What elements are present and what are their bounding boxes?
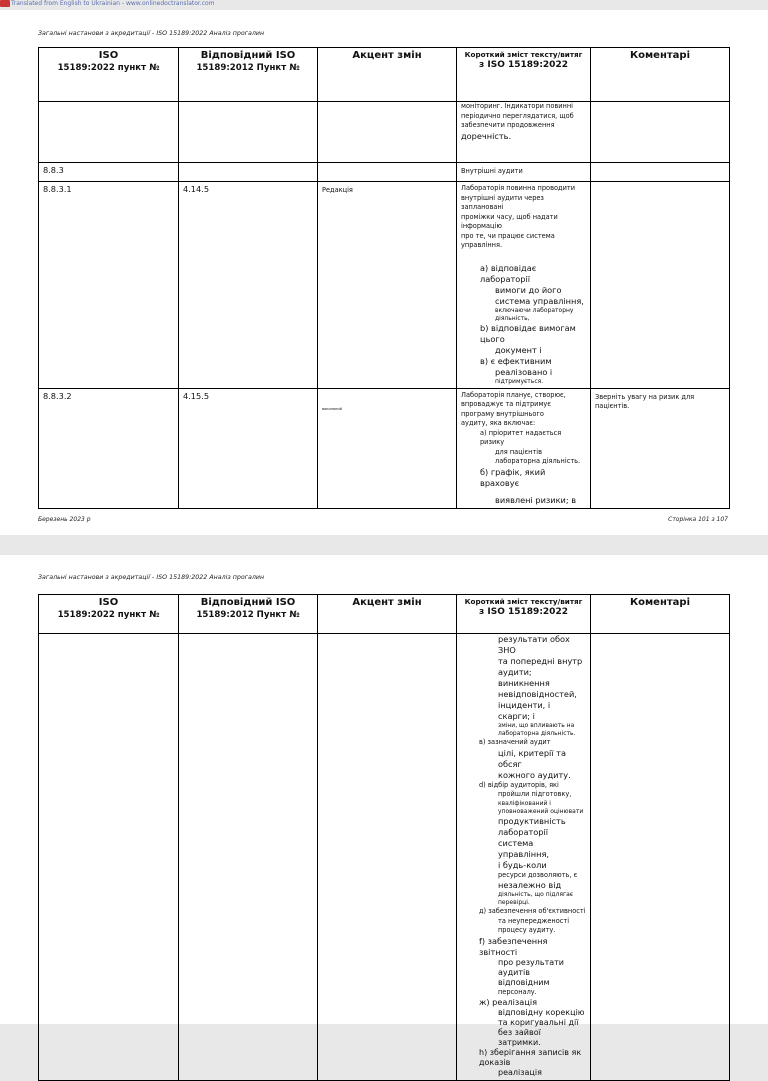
text-line: для пацієнтів: [495, 447, 542, 456]
col-comments: Коментарі: [591, 595, 730, 634]
text-line: аудити; виникнення: [498, 667, 550, 688]
table-row: [39, 388, 730, 508]
text-line: моніторинг. Індикатори повинні: [461, 102, 574, 110]
list-item: а) відповідає: [480, 262, 537, 273]
text-line: ЗНО: [498, 645, 516, 655]
old-clause-number: 4.15.5: [179, 388, 318, 508]
text-line: відповідну корекцію: [498, 1008, 585, 1017]
col-summary: [457, 48, 591, 102]
text-line: система управління,: [495, 295, 584, 306]
text-line: персоналу.: [498, 987, 537, 996]
text-line: документ і: [495, 344, 542, 355]
text-line: аудиту, яка включає:: [461, 419, 536, 427]
translator-logo-icon: [0, 0, 10, 7]
text-line: діяльність,: [495, 314, 530, 322]
old-clause-number: 4.14.5: [179, 182, 318, 389]
text-line: вимоги до його: [495, 284, 562, 295]
text-line: продуктивність: [498, 815, 566, 826]
accent-cell: Редакція: [318, 182, 457, 389]
text-line: ж) реалізація: [479, 997, 538, 1007]
col-summary-line2: з ISO 15189:2022: [479, 60, 568, 70]
text-line: про те, чи працює система управління.: [461, 231, 555, 249]
table-row: [39, 634, 730, 1081]
col-iso2022: [39, 48, 179, 102]
text-line: невідповідностей,: [498, 689, 577, 699]
text-line: включаючи лабораторну: [495, 306, 574, 314]
list-item: б) графік, який враховує: [480, 466, 546, 488]
text-line: періодично переглядатися, щоб: [461, 111, 574, 120]
col-summary-line2: з ISO 15189:2022: [479, 607, 568, 617]
text-line: проміжки часу, щоб надати інформацію: [461, 212, 558, 230]
col-iso2012-line1: Відповідний ISO: [200, 597, 296, 608]
text-line: Лабораторія повинна проводити: [461, 184, 575, 192]
footer-page-number: Сторінка 101 з 107: [668, 516, 728, 523]
text-line: ресурси дозволяють, є: [498, 870, 578, 879]
translation-banner[interactable]: [0, 0, 215, 8]
text-line: програму внутрішнього: [461, 409, 544, 418]
text-line: впроваджує та підтримує: [461, 400, 551, 408]
text-line: реалізація: [498, 1068, 542, 1077]
banner-text: Translated from English to Ukrainian - www.onlinedoctranslator.com: [11, 0, 215, 7]
text-line: д) забезпечення об'єктивності: [479, 907, 586, 915]
text-line: виявлені ризики; в: [495, 494, 577, 505]
col-summary-line1: Короткий зміст тексту/витяг: [464, 597, 583, 606]
text-line: внутрішні аудити через заплановані: [461, 193, 544, 211]
text-line: незалежно від: [498, 880, 562, 890]
col-accent: Акцент змін: [318, 48, 457, 102]
gap-analysis-table: [38, 594, 730, 1081]
col-iso2022: [39, 595, 179, 634]
text-line: Лабораторія планує, створює,: [461, 390, 566, 399]
text-line: доречність.: [461, 130, 512, 141]
col-summary-line1: Короткий зміст тексту/витяг: [464, 50, 583, 59]
text-line: зміни, що впливають на: [498, 722, 575, 729]
summary-cell: [457, 102, 591, 163]
text-line: уповноважений оцінювати: [498, 807, 584, 815]
gap-analysis-table: [38, 47, 730, 509]
clause-number: 8.8.3: [39, 163, 179, 182]
text-line: d) відбір аудиторів, які: [479, 780, 559, 789]
col-iso2022-line1: ISO: [98, 50, 119, 61]
text-line: забезпечити продовження: [461, 121, 555, 129]
text-line: кожного аудиту.: [498, 769, 571, 780]
col-iso2012-line2: 15189:2012 Пункт №: [196, 63, 300, 73]
col-iso2012: [179, 595, 318, 634]
text-line: доказів: [479, 1058, 511, 1067]
text-line: без зайвої затримки.: [498, 1028, 541, 1047]
text-line: скарги; і: [498, 711, 535, 721]
clause-number: 8.8.3.1: [39, 182, 179, 389]
page-header: Загальні настанови з акредитації - ISO 15189:2022 Аналіз прогалин: [38, 574, 265, 581]
text-line: підтримується.: [495, 377, 544, 385]
text-line: про результати аудитів: [498, 957, 564, 977]
list-item: а) пріоритет надається ризику: [480, 428, 562, 446]
col-iso2012-line1: Відповідний ISO: [200, 50, 296, 61]
text-line: пройшли підготовку,: [498, 790, 572, 798]
text-line: відповідним: [498, 977, 550, 987]
summary-cell: [457, 388, 591, 508]
text-line: та коригувальні дії: [498, 1018, 579, 1027]
text-line: система управління,: [498, 837, 549, 859]
col-summary: [457, 595, 591, 634]
text-line: h) зберігання записів як: [479, 1048, 582, 1057]
text-line: f) забезпечення звітності: [479, 935, 548, 957]
col-iso2022-line2: 15189:2022 пункт №: [57, 610, 160, 620]
text-line: кваліфікований і: [498, 799, 551, 807]
table-row: [39, 163, 730, 182]
col-accent: Акцент змін: [318, 595, 457, 634]
text-line: результати обох: [498, 634, 570, 644]
text-line: лабораторна діяльність.: [498, 730, 576, 737]
footer-date: Березень 2023 р: [38, 516, 91, 523]
table-header-row: [39, 595, 730, 634]
summary-cell: [457, 634, 591, 1081]
summary-cell: Внутрішні аудити: [457, 163, 591, 182]
table-header-row: [39, 48, 730, 102]
text-line: лабораторії: [480, 273, 531, 284]
text-line: цього: [480, 333, 505, 344]
page-header: Загальні настанови з акредитації - ISO 15189:2022 Аналіз прогалин: [38, 30, 265, 37]
col-comments: Коментарі: [591, 48, 730, 102]
text-line: лабораторії: [498, 826, 549, 837]
comment-cell: Зверніть увагу на ризик для пацієнтів.: [591, 388, 730, 508]
text-line: процесу аудиту.: [498, 926, 556, 934]
accent-text: виконаний: [322, 406, 342, 411]
document-page-1: [0, 10, 768, 535]
text-line: цілі, критерії та обсяг: [498, 747, 566, 769]
summary-cell: [457, 182, 591, 389]
document-page-2: [0, 555, 768, 1077]
text-line: діяльність, що підлягає перевірці.: [498, 891, 574, 906]
list-item: в) є ефективним: [480, 355, 552, 366]
text-line: та неупередженості: [498, 916, 570, 925]
table-row: [39, 102, 730, 163]
col-iso2012-line2: 15189:2012 Пункт №: [196, 610, 300, 620]
text-line: та попередні внутр: [498, 656, 583, 666]
text-line: інциденти, і: [498, 700, 551, 710]
text-line: в) зазначений аудит: [479, 738, 551, 746]
text-line: і будь-коли: [498, 859, 547, 870]
accent-cell: [318, 388, 457, 508]
list-item: b) відповідає вимогам: [480, 322, 576, 333]
clause-number: 8.8.3.2: [39, 388, 179, 508]
text-line: реалізовано і: [495, 366, 553, 377]
table-row: [39, 182, 730, 389]
col-iso2022-line2: 15189:2022 пункт №: [57, 63, 160, 73]
text-line: лабораторна діяльність.: [495, 457, 581, 465]
col-iso2022-line1: ISO: [98, 597, 119, 608]
col-iso2012: [179, 48, 318, 102]
